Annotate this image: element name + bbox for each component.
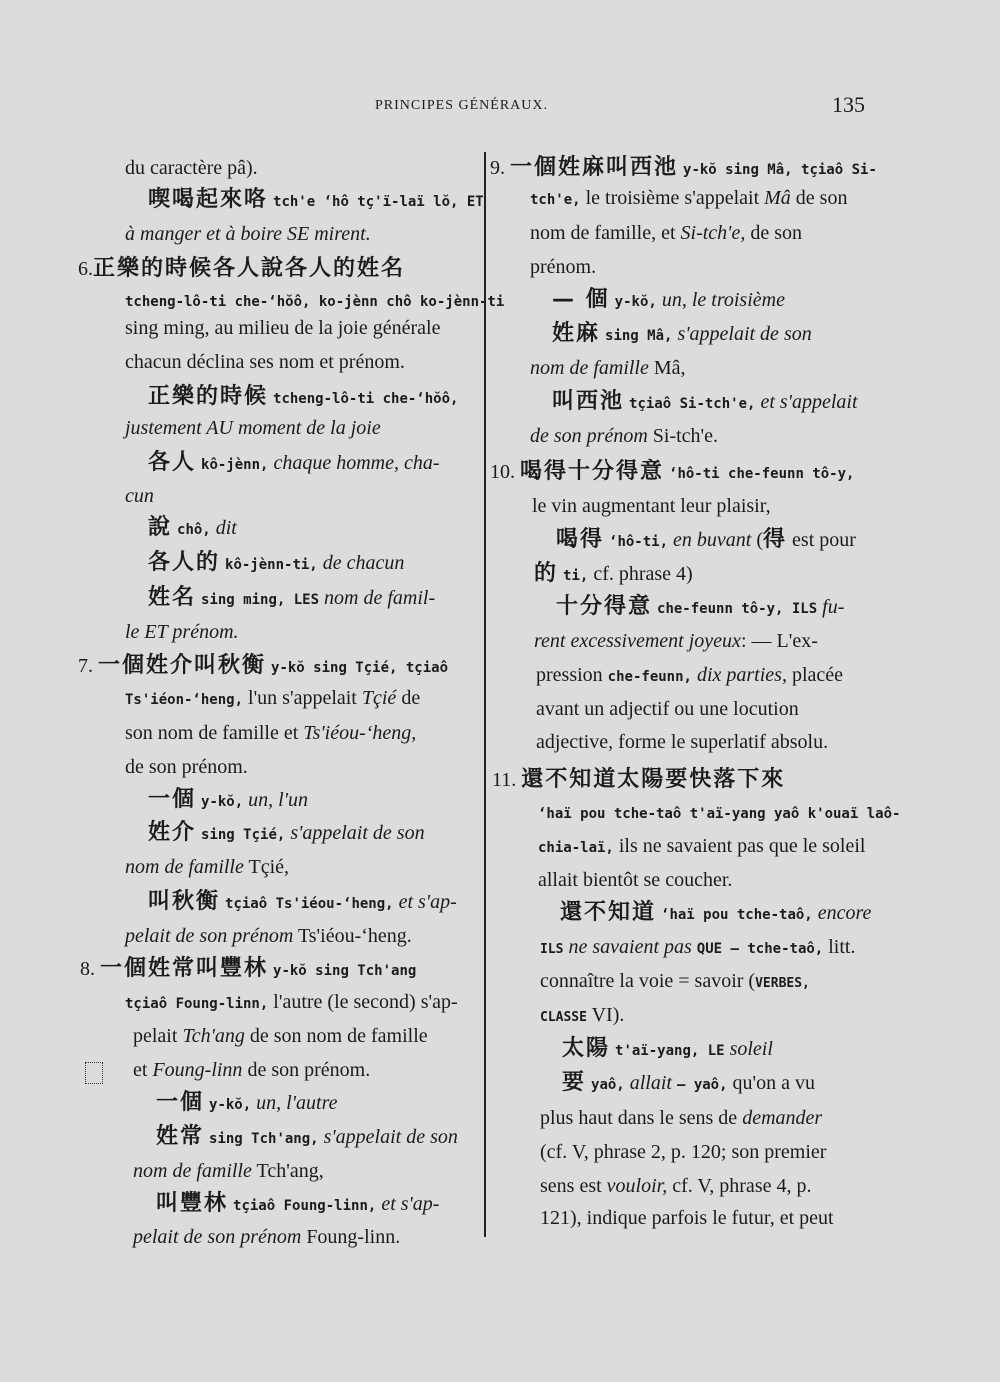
text-line: 各人的 kô-jènn-ti, de chacun (148, 550, 405, 575)
text-line: pelait de son prénom Ts'iéou-ʻheng. (125, 925, 412, 947)
text-line: 121), indique parfois le futur, et peut (540, 1207, 834, 1229)
text-line: justement AU moment de la joie (125, 417, 381, 439)
text-line: — 個 y-kŏ, un, le troisième (552, 287, 785, 312)
text-line: et Foung-linn de son prénom. (133, 1059, 371, 1081)
text-line: 姓名 sing ming, LES nom de famil- (148, 585, 436, 610)
text-line: pression che-feunn, dix parties, placée (536, 664, 844, 686)
text-line: son nom de famille et Ts'iéou-ʻheng, (125, 722, 417, 744)
text-line: le ET prénom. (125, 621, 239, 643)
text-line: nom de famille Tçié, (125, 856, 290, 878)
text-line: 正樂的時候 tcheng-lô-ti che-ʻhŏô, (148, 384, 459, 409)
text-line: 喫喝起來咯 tch'e ʻhô tç'ï-laï lŏ, ET (148, 187, 484, 212)
text-line: chacun déclina ses nom et prénom. (125, 351, 405, 373)
text-line: 還不知道 ʻhaï pou tche-taô, encore (560, 900, 872, 925)
text-line: 十分得意 che-feunn tô-y, ILS fu- (556, 594, 845, 619)
text-line: pelait de son prénom Foung-linn. (133, 1226, 401, 1248)
text-line: sens est vouloir, cf. V, phrase 4, p. (540, 1175, 812, 1197)
entry-6-heading: 6.正樂的時候各人說各人的姓名 (78, 256, 406, 281)
text-line: Ts'iéon-ʻheng, l'un s'appelait Tçié de (125, 687, 421, 709)
running-title: PRINCIPES GÉNÉRAUX. (375, 98, 549, 113)
text-line: de son prénom Si-tch'e. (530, 425, 719, 447)
text-line: CLASSE VI). (540, 1004, 625, 1026)
text-line: ʻhaï pou tche-taô t'aï-yang yaô k'ouaï laô- (538, 806, 901, 822)
text-line: nom de famille Tch'ang, (133, 1160, 324, 1182)
text-line: rent excessivement joyeux: — L'ex- (534, 630, 818, 652)
page-number: 135 (832, 92, 865, 117)
text-line: 叫秋衡 tçiaô Ts'iéou-ʻheng, et s'ap- (148, 889, 457, 914)
text-line: 姓介 sing Tçié, s'appelait de son (148, 820, 425, 845)
text-line: tcheng-lô-ti che-ʻhŏô, ko-jènn chô ko-jènn-ti (125, 294, 505, 310)
text-line: 叫豐林 tçiaô Foung-linn, et s'ap- (156, 1191, 440, 1216)
text-line: (cf. V, phrase 2, p. 120; son premier (540, 1141, 827, 1163)
text-line: 要 yaô, allait — yaô, qu'on a vu (562, 1070, 816, 1095)
text-line: de son prénom. (125, 756, 248, 778)
text-line: 太陽 t'aï-yang, LE soleil (562, 1036, 773, 1061)
entry-10-heading: 10. 喝得十分得意 ʻhô-ti che-feunn tô-y, (490, 459, 855, 484)
text-line: allait bientôt se coucher. (538, 869, 733, 891)
text-line: 一個 y-kŏ, un, l'un (148, 787, 309, 812)
text-line: à manger et à boire SE mirent. (125, 223, 371, 245)
text-line: chia-laï, ils ne savaient pas que le soleil (538, 835, 866, 857)
text-line: 叫西池 tçiaô Si-tch'e, et s'appelait (552, 389, 858, 414)
text-line: tçiaô Foung-linn, l'autre (le second) s'ap- (125, 991, 458, 1013)
text-line: 的 ti, cf. phrase 4) (534, 561, 693, 586)
text-line: tch'e, le troisième s'appelait Mâ de son (530, 187, 848, 209)
text-line: pelait Tch'ang de son nom de famille (133, 1025, 428, 1047)
text-line: nom de famille, et Si-tch'e, de son (530, 222, 802, 244)
text-line: plus haut dans le sens de demander (540, 1107, 823, 1129)
text-line: cun (125, 485, 154, 507)
text-line: nom de famille Mâ, (530, 357, 686, 379)
text-line: le vin augmentant leur plaisir, (532, 495, 771, 517)
text-line: sing ming, au milieu de la joie générale (125, 317, 441, 339)
text-line: 姓麻 sing Mâ, s'appelait de son (552, 321, 812, 346)
entry-8-heading: 8. 一個姓常叫豐林 y-kŏ sing Tch'ang (80, 956, 417, 981)
entry-7-heading: 7. 一個姓介叫秋衡 y-kŏ sing Tçié, tçiaô (78, 653, 449, 678)
text-line: avant un adjectif ou une locution (536, 698, 799, 720)
text-line: connaître la voie = savoir (VERBES, (540, 970, 810, 992)
text-line: 說 chô, dit (148, 515, 237, 540)
text-line: 一個 y-kŏ, un, l'autre (156, 1090, 338, 1115)
text-line: 各人 kô-jènn, chaque homme, cha- (148, 450, 440, 475)
text-line: 姓常 sing Tch'ang, s'appelait de son (156, 1124, 458, 1149)
text-line: prénom. (530, 256, 597, 278)
text-line: 喝得 ʻhô-ti, en buvant (得 est pour (556, 527, 856, 552)
margin-mark (85, 1062, 103, 1084)
entry-9-heading: 9. 一個姓麻叫西池 y-kŏ sing Mâ, tçiaô Si- (490, 155, 877, 180)
text-line: ILS ne savaient pas QUE — tche-taô, litt. (540, 936, 856, 958)
entry-11-heading: 11. 還不知道太陽要快落下來 (492, 767, 786, 792)
text-line: du caractère pâ). (125, 157, 258, 179)
text-line: adjective, forme le superlatif absolu. (536, 731, 829, 753)
